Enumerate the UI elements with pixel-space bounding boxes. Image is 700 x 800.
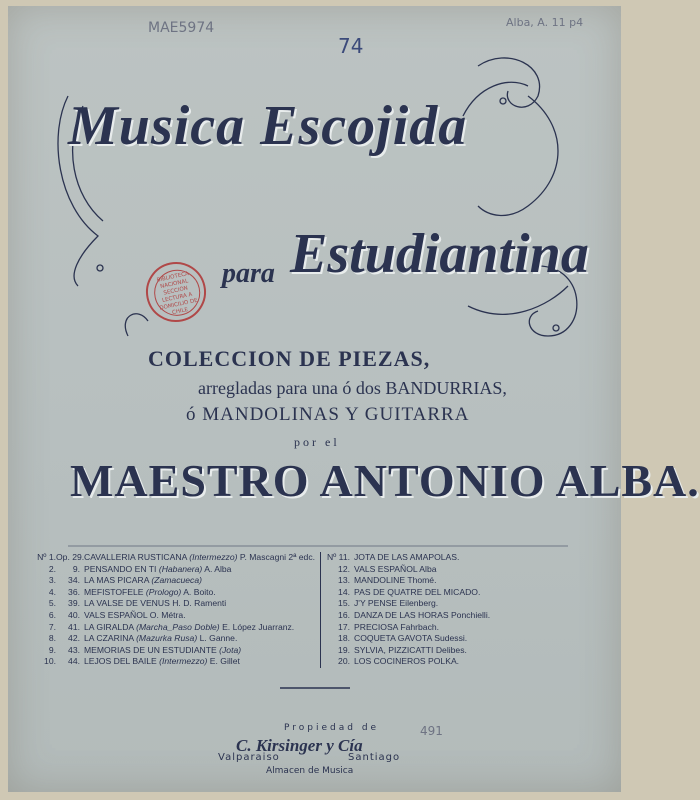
piece-number: 16.: [338, 609, 350, 620]
piece-title: LOS COCINEROS POLKA.: [354, 656, 460, 667]
piece-note: (Prologo): [145, 586, 182, 597]
piece-opus: 34.: [68, 575, 80, 586]
piece-number: 3.: [48, 575, 56, 586]
piece-author: Sudessi.: [434, 633, 468, 644]
piece-row: [36, 656, 318, 668]
piece-number: 18.: [338, 633, 350, 644]
piece-author: Ponchielli.: [450, 609, 491, 620]
publisher-city-santiago: Santiago: [348, 752, 401, 763]
piece-row: [326, 656, 596, 668]
piece-title: MEMORIAS DE UN ESTUDIANTE: [84, 644, 217, 655]
piece-title: MEFISTOFELE: [84, 586, 144, 597]
piece-title: PENSANDO EN TI: [84, 563, 157, 574]
piece-title: DANZA DE LAS HORAS: [354, 609, 449, 620]
piece-author: L. Ganne.: [199, 633, 238, 644]
piece-note: (Zamacueca): [151, 575, 202, 586]
piece-author: Thomé.: [407, 575, 437, 586]
piece-row: [326, 645, 596, 657]
publisher-propiedad: Propiedad de: [284, 723, 380, 733]
stamp-text: BIBLIOTECA NACIONAL SECCION LECTURA A DOMICILIO DE CHILE: [156, 271, 199, 317]
piece-opus: 42.: [68, 633, 80, 644]
piece-number: 12.: [338, 563, 350, 574]
pencil-note-top-right: Alba, A. 11 p4: [506, 16, 584, 29]
piece-author: P. Mascagni 2ª edc.: [239, 552, 316, 562]
piece-row: [36, 610, 318, 622]
piece-title: JOTA DE LAS AMAPOLAS.: [354, 552, 460, 562]
publisher-city-valparaiso: Valparaiso: [218, 752, 280, 763]
piece-title: PAS DE QUATRE DEL MICADO.: [354, 586, 481, 597]
title-estudiantina: Estudiantina: [290, 223, 589, 285]
piece-title: LA CZARINA: [84, 633, 134, 644]
piece-list-left: [36, 552, 318, 668]
piece-row: [326, 552, 596, 564]
piece-title: CAVALLERIA RUSTICANA: [84, 552, 187, 562]
piece-row: [326, 587, 596, 599]
piece-author: O. Métra.: [149, 609, 186, 620]
piece-list-divider: [320, 552, 321, 668]
piece-title: J'Y PENSE: [354, 598, 398, 609]
piece-row: [36, 552, 318, 564]
piece-row: [36, 575, 318, 587]
piece-number: 2.: [48, 563, 56, 574]
piece-number: Nº 1.: [37, 552, 56, 562]
pencil-note-top-center: 74: [338, 34, 364, 58]
piece-note: (Marcha_Paso Doble): [136, 621, 220, 632]
piece-note: (Habanera): [158, 563, 203, 574]
piece-author: Fahrbach.: [400, 621, 440, 632]
piece-row: [36, 564, 318, 576]
piece-number: 5.: [48, 598, 56, 609]
piece-title: SYLVIA, PIZZICATTI: [354, 644, 434, 655]
piece-author: Alba: [419, 563, 437, 574]
piece-note: (Intermezzo): [159, 656, 208, 667]
sheet-music-cover: [8, 6, 700, 792]
publisher-shop: Almacen de Musica: [266, 766, 354, 776]
piece-number: 4.: [48, 586, 56, 597]
piece-opus: 9.: [72, 563, 80, 574]
piece-author: E. Gillet: [209, 656, 240, 667]
piece-number: 14.: [338, 586, 350, 597]
piece-list-right: [326, 552, 596, 668]
piece-title: MANDOLINE: [354, 575, 406, 586]
piece-author: E. López Juarranz.: [222, 621, 295, 632]
piece-author: Eilenberg.: [399, 598, 439, 609]
piece-title: LA VALSE DE VENUS: [84, 598, 170, 609]
piece-title: PRECIOSA: [354, 621, 398, 632]
piece-number: 8.: [48, 633, 56, 644]
piece-row: [36, 633, 318, 645]
subtitle-por-el: por el: [294, 435, 340, 449]
piece-number: 19.: [338, 644, 350, 655]
piece-opus: 40.: [68, 609, 80, 620]
piece-title: COQUETA GAVOTA: [354, 633, 432, 644]
title-musica-escojida: Musica Escojida: [68, 95, 468, 157]
piece-opus: 43.: [68, 644, 80, 655]
piece-opus: 39.: [68, 598, 80, 609]
title-para: para: [222, 258, 275, 289]
piece-title: VALS ESPAÑOL: [354, 563, 418, 574]
piece-row: [36, 598, 318, 610]
subtitle-arregladas: arregladas para una ó dos BANDURRIAS,: [198, 378, 507, 398]
piece-number: 9.: [48, 644, 56, 655]
piece-row: [326, 575, 596, 587]
piece-row: [36, 622, 318, 634]
piece-row: [36, 645, 318, 657]
piece-title: LA MAS PICARA: [84, 575, 149, 586]
piece-row: [326, 610, 596, 622]
piece-title: LEJOS DEL BAILE: [84, 656, 157, 667]
piece-number: Nº 11.: [326, 552, 350, 562]
piece-author: Delibes.: [435, 644, 467, 655]
piece-opus: 41.: [68, 621, 80, 632]
piece-number: 17.: [338, 621, 350, 632]
publisher-name: C. Kirsinger y Cía: [236, 736, 363, 755]
piece-opus: 36.: [68, 586, 80, 597]
piece-number: 15.: [338, 598, 350, 609]
piece-opus: Op. 29.: [56, 552, 85, 562]
piece-number: 10.: [44, 656, 56, 667]
piece-row: [326, 564, 596, 576]
piece-row: [36, 587, 318, 599]
piece-title: VALS ESPAÑOL: [84, 609, 148, 620]
composer-name: MAESTRO ANTONIO ALBA.: [70, 455, 700, 506]
piece-author: A. Alba: [204, 563, 232, 574]
piece-note: (Jota): [219, 644, 242, 655]
piece-note: (Mazurka Rusa): [136, 633, 198, 644]
pencil-note-bottom-right: 491: [420, 724, 443, 738]
piece-row: [326, 633, 596, 645]
piece-opus: 44.: [68, 656, 80, 667]
piece-number: 7.: [48, 621, 56, 632]
piece-number: 13.: [338, 575, 350, 586]
pencil-note-top-left: MAE5974: [148, 20, 215, 36]
piece-row: [326, 622, 596, 634]
piece-note: (Intermezzo): [189, 552, 238, 562]
piece-row: [326, 598, 596, 610]
piece-author: A. Boito.: [183, 586, 216, 597]
piece-author: H. D. Ramenti: [172, 598, 227, 609]
piece-title: LA GIRALDA: [84, 621, 134, 632]
subtitle-mandolinas: ó MANDOLINAS Y GUITARRA: [186, 404, 470, 425]
subtitle-coleccion: COLECCION DE PIEZAS,: [148, 346, 431, 371]
piece-number: 6.: [48, 609, 56, 620]
piece-number: 20.: [338, 656, 350, 667]
